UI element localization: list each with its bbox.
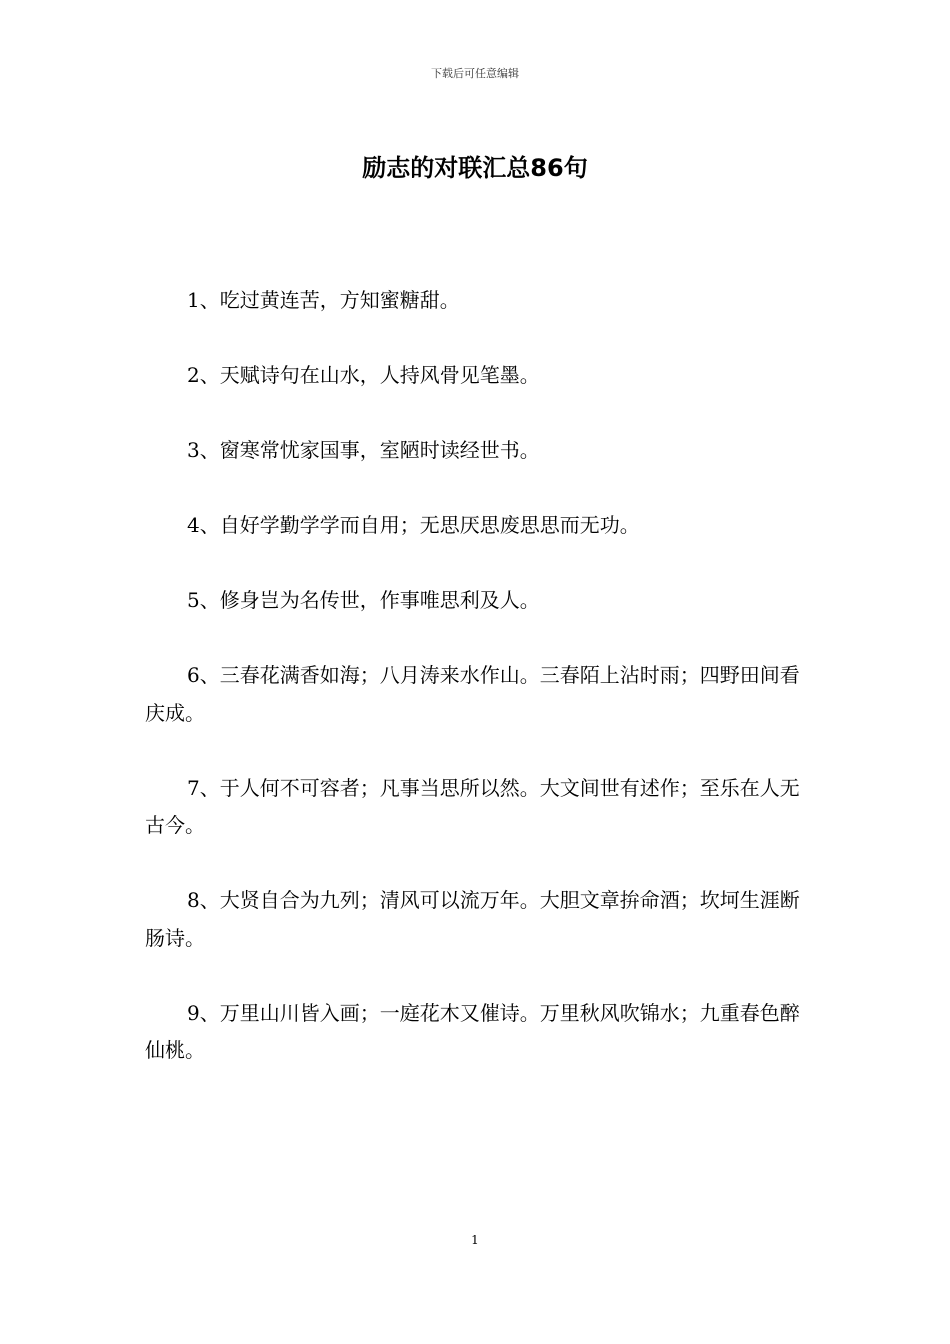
couplet-paragraph-4: 4、自好学勤学学而自用；无思厌思废思思而无功。 xyxy=(187,513,640,537)
page-number: 1 xyxy=(471,1233,479,1247)
couplet-paragraph-8: 8、大贤自合为九列；清风可以流万年。大胆文章拚命酒；坎坷生涯断肠诗。 xyxy=(145,888,800,950)
couplet-paragraph-2: 2、天赋诗句在山水，人持风骨见笔墨。 xyxy=(187,363,540,387)
header-note: 下载后可任意编辑 xyxy=(431,67,519,80)
document-body xyxy=(145,282,810,1107)
couplet-paragraph-5: 5、修身岂为名传世，作事唯思利及人。 xyxy=(187,588,540,612)
couplet-paragraph-6: 6、三春花满香如海；八月涛来水作山。三春陌上沾时雨；四野田间看庆成。 xyxy=(145,663,800,725)
couplet-paragraph-3: 3、窗寒常忧家国事，室陋时读经世书。 xyxy=(187,438,540,462)
page-title: 励志的对联汇总86句 xyxy=(362,154,588,182)
couplet-paragraph-1: 1、吃过黄连苦，方知蜜糖甜。 xyxy=(187,288,460,312)
couplet-paragraph-7: 7、于人何不可容者；凡事当思所以然。大文间世有述作；至乐在人无古今。 xyxy=(145,775,800,837)
couplet-paragraph-9: 9、万里山川皆入画；一庭花木又催诗。万里秋风吹锦水；九重春色醉仙桃。 xyxy=(145,1000,800,1062)
